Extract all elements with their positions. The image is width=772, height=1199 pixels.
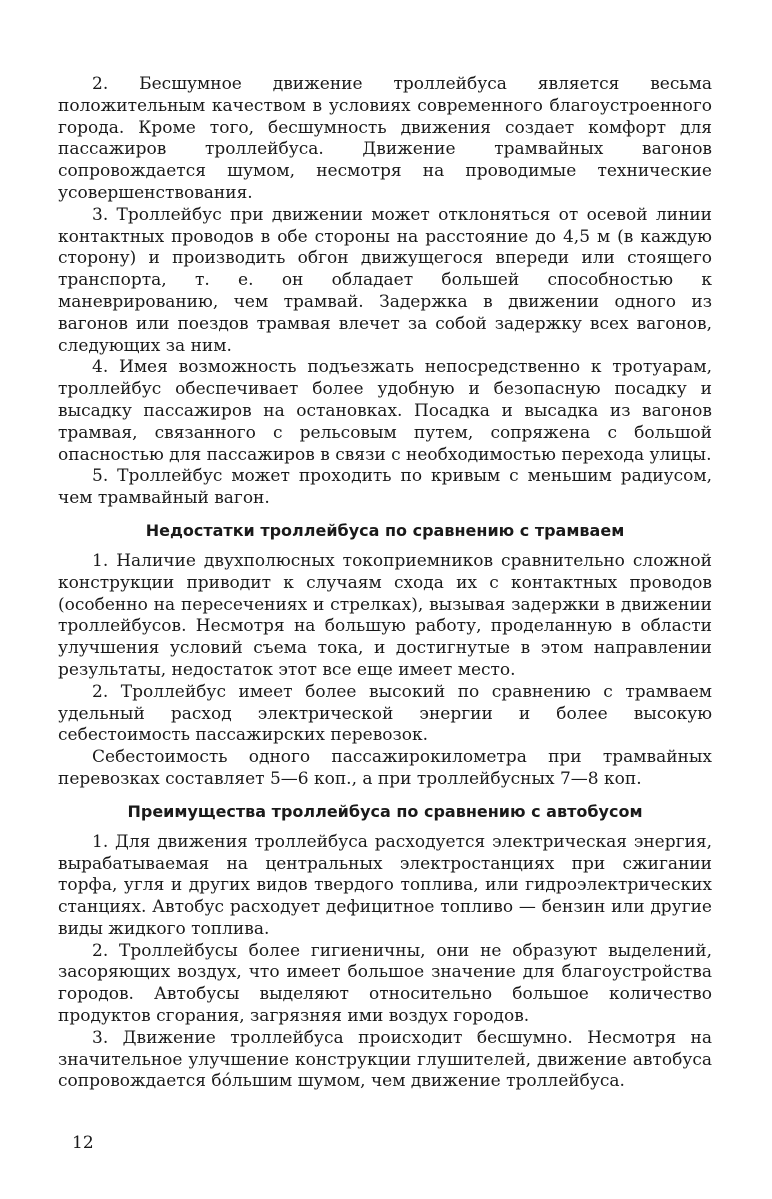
paragraph-cost-note: Себестоимость одного пассажирокилометра при трамвайных перевозках составляет 5—6 коп., а при троллейбусных 7—8 коп. [58, 747, 712, 789]
paragraph-item-3: 3. Движение троллейбуса происходит бесшумно. Несмотря на значительное улучшение конструкции глушителей, движение автобуса сопровождается бо́льшим шумом, чем движение троллейбуса. [58, 1027, 712, 1092]
paragraph-item-2: 2. Троллейбусы более гигиеничны, они не образуют выделений, засоряющих воздух, что имеет большое значение для благоустройства городов. Автобусы выделяют относительно большое количество продуктов сгорания, загрязняя ими воздух городов. [58, 940, 712, 1027]
section-disadvantages-vs-tram [58, 520, 712, 791]
paragraph-item-2: 2. Бесшумное движение троллейбуса является весьма положительным качеством в условиях современного благоустроенного города. Кроме того, бесшумность движения создает комфорт для пассажиров троллейбуса. Движение трамвайных вагонов сопровождается шумом, несмотря на проводимые технические усовершенствования. [58, 74, 712, 203]
paragraph-item-1: 1. Наличие двухполюсных токоприемников сравнительно сложной конструкции приводит к случаям схода их с контактных проводов (особенно на пересечениях и стрелках), вызывая задержки в движении троллейбусов. Несмотря на большую работу, проделанную в области улучшения условий съема тока, и достигнутые в этом направлении результаты, недостаток этот все еще имеет место. [58, 550, 712, 680]
section-heading: Преимущества троллейбуса по сравнению с автобусом [127, 801, 643, 821]
page-body [58, 74, 712, 1093]
paragraph-item-1: 1. Для движения троллейбуса расходуется электрическая энергия, вырабатываемая на центральных электростанциях при сжигании торфа, угля и других видов твердого топлива, или гидроэлектрических станциях. Автобус расходует дефицитное топливо — бензин или другие виды жидкого топлива. [58, 831, 712, 939]
paragraph-item-5: 5. Троллейбус может проходить по кривым с меньшим радиусом, чем трамвайный вагон. [58, 466, 712, 509]
section-intro-advantages [58, 74, 712, 510]
paragraph-item-2: 2. Троллейбус имеет более высокий по сравнению с трамваем удельный расход электрической энергии и более высокую себестоимость пассажирских перевозок. [58, 681, 712, 746]
paragraph-item-3: 3. Троллейбус при движении может отклоняться от осевой линии контактных проводов в обе стороны на расстояние до 4,5 м (в каждую сторону) и производить обгон движущегося впереди или стоящего транспорта, т. е. он обладает большей способностью к маневрированию, чем трамвай. Задержка в движении одного из вагонов или поездов трамвая влечет за собой задержку всех вагонов, следующих за ним. [58, 204, 712, 356]
page-number: 12 [72, 1133, 94, 1153]
section-advantages-vs-bus [58, 801, 712, 1094]
paragraph-item-4: 4. Имея возможность подъезжать непосредственно к тротуарам, троллейбус обеспечивает более удобную и безопасную посадку и высадку пассажиров на остановках. Посадка и высадка из вагонов трамвая, связанного с рельсовым путем, сопряжена с большой опасностью для пассажиров в связи с необходимостью перехода улицы. [58, 357, 712, 465]
section-heading: Недостатки троллейбуса по сравнению с трамваем [145, 520, 625, 540]
